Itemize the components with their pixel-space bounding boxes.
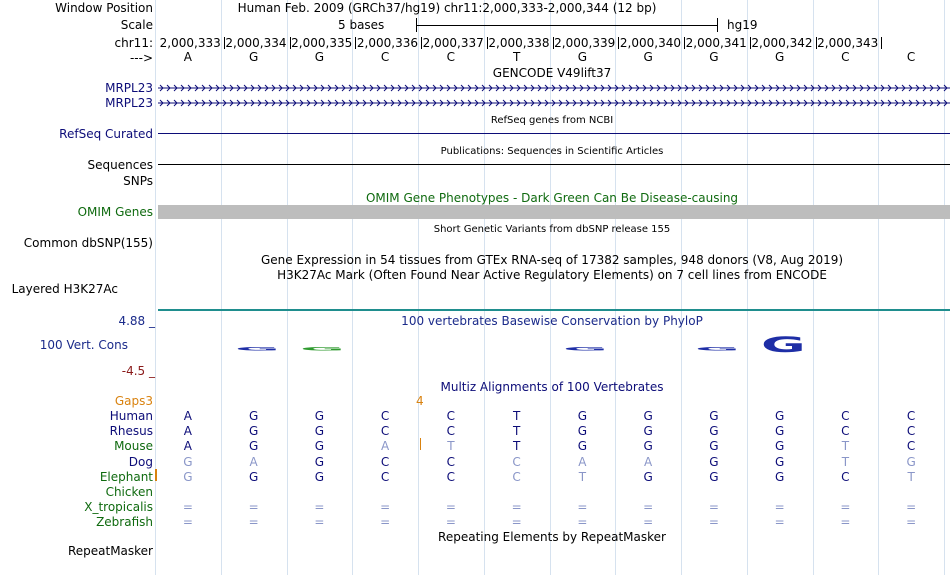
alignment-base: C: [841, 409, 850, 423]
phylop-track-title: 100 vertebrates Basewise Conservation by PhyloP: [401, 314, 703, 328]
sequences-label[interactable]: Sequences: [87, 158, 153, 172]
alignment-base: =: [511, 500, 522, 515]
ruler-position: 2,000,333: [159, 36, 221, 50]
alignment-base: =: [643, 515, 654, 530]
conservation-letter: [563, 346, 609, 353]
alignment-base: G: [248, 409, 259, 423]
alignment-base: C: [380, 469, 390, 484]
strand-arrow-label: --->: [129, 51, 153, 65]
alignment-base: =: [774, 515, 785, 530]
gencode-track-title: GENCODE V49lift37: [492, 66, 612, 80]
alignment-base: G: [709, 439, 719, 454]
reference-base: G: [248, 50, 259, 64]
scale-bar-right-tick: [717, 18, 718, 32]
publications-line[interactable]: [158, 164, 950, 165]
alignment-base: G: [709, 424, 719, 439]
alignment-base: G: [314, 439, 325, 454]
conservation-letter: [694, 346, 740, 353]
gaps-label: Gaps3: [114, 394, 153, 408]
alignment-base: C: [446, 469, 456, 484]
alignment-base: G: [577, 424, 588, 439]
scale-label: Scale: [120, 18, 153, 32]
scale-bar-text: 5 bases: [338, 18, 385, 32]
cons-min-label: -4.5 _: [121, 364, 155, 378]
omim-track-title: OMIM Gene Phenotypes - Dark Green Can Be Disease-causing: [365, 191, 739, 205]
alignment-base: T: [447, 439, 455, 454]
conservation-letter: [432, 351, 470, 353]
alignment-base: G: [314, 409, 325, 423]
species-label[interactable]: Elephant: [99, 469, 153, 484]
conservation-letter-glyph: G: [694, 346, 740, 352]
reference-base: C: [446, 50, 456, 64]
alignment-base: =: [445, 500, 456, 515]
insertion-marker-elephant: [155, 469, 157, 481]
alignment-base: G: [709, 469, 719, 484]
assembly-title: Human Feb. 2009 (GRCh37/hg19) chr11:2,000,333-2,000,344 (12 bp): [237, 1, 657, 15]
reference-base: C: [380, 50, 390, 64]
omim-gene-bar[interactable]: [158, 205, 950, 219]
conservation-letter: [234, 346, 280, 353]
alignment-base: =: [906, 515, 917, 530]
alignment-base: A: [578, 454, 587, 469]
alignment-base: =: [840, 515, 851, 530]
scale-bar: [416, 25, 717, 26]
reference-base: G: [774, 50, 785, 64]
alignment-base: C: [380, 424, 390, 439]
window-position-label: Window Position: [55, 1, 153, 15]
alignment-base: G: [577, 439, 588, 454]
conservation-letter: [366, 351, 404, 353]
ruler-tick: [881, 37, 882, 49]
reference-base: G: [709, 50, 719, 64]
repeatmasker-label[interactable]: RepeatMasker: [67, 544, 153, 558]
alignment-base: G: [248, 469, 259, 484]
alignment-base: G: [774, 469, 785, 484]
alignment-base: G: [183, 469, 193, 484]
alignment-base: A: [644, 454, 653, 469]
alignment-base: =: [314, 515, 325, 530]
gencode-item-label-1[interactable]: MRPL23: [105, 81, 153, 95]
reference-base: A: [183, 50, 192, 64]
ruler-position: 2,000,341: [685, 36, 747, 50]
conservation-letter-glyph: G: [563, 346, 609, 352]
species-label[interactable]: Chicken: [105, 485, 153, 499]
species-label[interactable]: Rhesus: [109, 424, 153, 439]
alignment-base: =: [774, 500, 785, 515]
reference-base: T: [512, 50, 521, 64]
alignment-base: A: [183, 439, 192, 454]
alignment-base: =: [182, 515, 193, 530]
omim-genes-label[interactable]: OMIM Genes: [77, 205, 153, 219]
alignment-base: G: [643, 439, 653, 454]
cons-max-label: 4.88 _: [118, 314, 155, 328]
conservation-letter: [826, 351, 864, 353]
alignment-base: =: [577, 515, 588, 530]
grid-line: [155, 0, 156, 575]
refseq-curated-label[interactable]: RefSeq Curated: [59, 127, 153, 141]
alignment-base: G: [643, 469, 653, 484]
alignment-base: T: [907, 469, 915, 484]
alignment-base: C: [380, 409, 390, 423]
alignment-base: =: [314, 500, 325, 515]
species-label[interactable]: X_tropicalis: [84, 500, 153, 515]
layered-h3k27ac-label[interactable]: Layered H3K27Ac: [11, 282, 118, 296]
h3k27ac-track-title: H3K27Ac Mark (Often Found Near Active Regulatory Elements) on 7 cell lines from ENCODE: [277, 268, 827, 282]
alignment-base: T: [578, 469, 587, 484]
ruler-position: 2,000,338: [488, 36, 550, 50]
conservation-letter: [629, 351, 667, 353]
snps-label[interactable]: SNPs: [123, 174, 153, 188]
refseq-track-title: RefSeq genes from NCBI: [490, 115, 614, 126]
conservation-letter: [169, 351, 207, 353]
alignment-base: G: [577, 409, 588, 423]
alignment-base: T: [512, 424, 521, 439]
alignment-base: C: [841, 424, 850, 439]
alignment-base: G: [314, 424, 325, 439]
insertion-marker-mouse: [420, 438, 421, 450]
publications-track-title: Publications: Sequences in Scientific Articles: [440, 146, 664, 157]
ruler-position: 2,000,339: [554, 36, 616, 50]
alignment-base: G: [774, 424, 785, 439]
conservation-letter: [892, 351, 930, 353]
cons-track-label[interactable]: 100 Vert. Cons: [39, 338, 128, 352]
alignment-base: G: [643, 424, 653, 439]
species-label[interactable]: Zebrafish: [96, 515, 153, 530]
alignment-base: A: [249, 454, 258, 469]
alignment-base: =: [577, 500, 588, 515]
ruler-position: 2,000,335: [291, 36, 353, 50]
alignment-base: =: [380, 500, 391, 515]
alignment-base: =: [248, 515, 259, 530]
alignment-base: G: [906, 454, 916, 469]
repeatmasker-track-title: Repeating Elements by RepeatMasker: [438, 530, 666, 544]
alignment-base: G: [248, 424, 259, 439]
alignment-base: G: [709, 454, 719, 469]
reference-base: C: [906, 50, 916, 64]
gencode-item-label-2[interactable]: MRPL23: [105, 96, 153, 110]
alignment-base: T: [841, 439, 850, 454]
reference-base: G: [314, 50, 325, 64]
conservation-letter-glyph: G: [234, 346, 280, 352]
conservation-letter-glyph: G: [760, 331, 806, 358]
alignment-base: A: [183, 424, 192, 439]
gap-marker: 4: [416, 394, 424, 408]
alignment-base: =: [248, 500, 259, 515]
reference-base: G: [577, 50, 588, 64]
ruler-position: 2,000,343: [817, 36, 879, 50]
conservation-letter: [300, 346, 346, 353]
alignment-base: =: [906, 500, 917, 515]
alignment-base: =: [445, 515, 456, 530]
alignment-base: A: [381, 439, 390, 454]
alignment-base: C: [446, 454, 456, 469]
dbsnp-track-title: Short Genetic Variants from dbSNP release 155: [433, 224, 671, 235]
conservation-letter-glyph: G: [300, 346, 346, 352]
reference-base: C: [841, 50, 850, 64]
refseq-gene-line[interactable]: [158, 133, 950, 134]
reference-base: G: [643, 50, 653, 64]
alignment-base: C: [380, 454, 390, 469]
species-label[interactable]: Mouse: [114, 439, 153, 454]
gencode-gene-arrows[interactable]: [158, 82, 950, 110]
species-label[interactable]: Dog: [128, 454, 153, 469]
multiz-track-title: Multiz Alignments of 100 Vertebrates: [440, 380, 664, 394]
alignment-base: C: [906, 439, 916, 454]
conservation-letter: [760, 331, 806, 358]
alignment-base: T: [512, 439, 521, 454]
alignment-base: C: [512, 469, 521, 484]
alignment-base: T: [841, 454, 850, 469]
alignment-base: G: [774, 439, 785, 454]
alignment-base: =: [511, 515, 522, 530]
alignment-base: =: [643, 500, 654, 515]
alignment-base: C: [906, 409, 916, 423]
alignment-base: G: [248, 439, 259, 454]
ruler-position: 2,000,342: [751, 36, 813, 50]
alignment-base: C: [512, 454, 521, 469]
alignment-base: G: [774, 454, 785, 469]
alignment-base: A: [183, 409, 192, 423]
alignment-base: =: [708, 500, 719, 515]
alignment-base: G: [774, 409, 785, 423]
db-label: hg19: [727, 18, 758, 32]
ruler-position: 2,000,336: [356, 36, 418, 50]
h3k27ac-signal-line[interactable]: [158, 309, 950, 311]
species-label[interactable]: Human: [109, 409, 153, 423]
alignment-base: C: [446, 424, 456, 439]
alignment-base: G: [709, 409, 719, 423]
alignment-base: C: [446, 409, 456, 423]
alignment-base: G: [183, 454, 193, 469]
alignment-base: G: [314, 454, 325, 469]
ruler-position: 2,000,334: [225, 36, 287, 50]
alignment-base: T: [512, 409, 521, 423]
alignment-base: C: [906, 424, 916, 439]
conservation-letter: [498, 351, 536, 353]
alignment-base: =: [380, 515, 391, 530]
alignment-base: =: [182, 500, 193, 515]
gtex-track-title: Gene Expression in 54 tissues from GTEx RNA-seq of 17382 samples, 948 donors (V8, Aug 2019): [260, 253, 844, 267]
ruler-position: 2,000,337: [422, 36, 484, 50]
alignment-base: G: [314, 469, 325, 484]
alignment-base: =: [708, 515, 719, 530]
ruler-position: 2,000,340: [619, 36, 681, 50]
chrom-label: chr11:: [114, 36, 153, 50]
common-dbsnp-label[interactable]: Common dbSNP(155): [23, 236, 153, 250]
alignment-base: G: [643, 409, 653, 423]
alignment-base: C: [841, 469, 850, 484]
alignment-base: =: [840, 500, 851, 515]
